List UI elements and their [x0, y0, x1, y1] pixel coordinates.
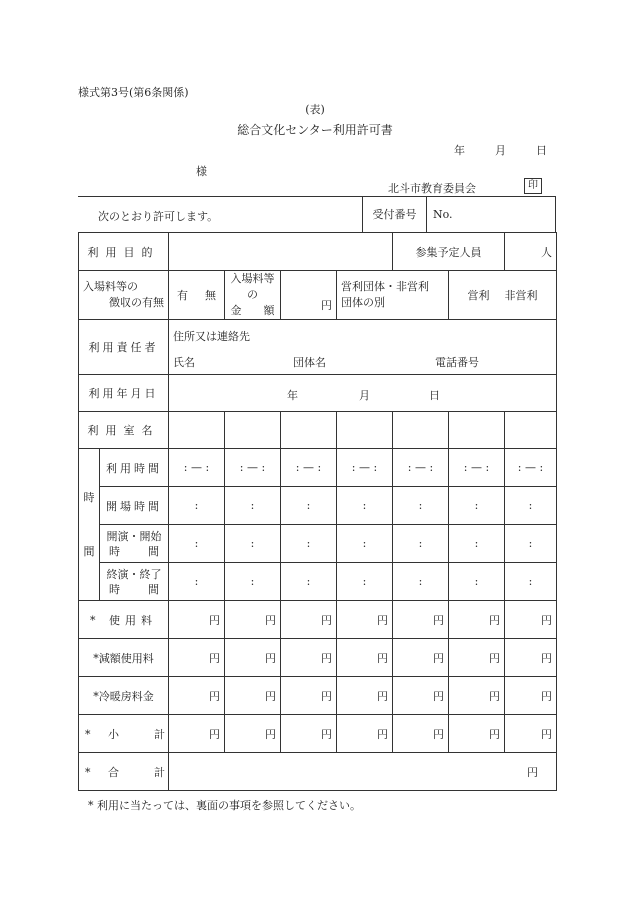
name-label: 氏名 [173, 356, 195, 369]
date-label: 利用年月日 [79, 375, 169, 412]
usage-fee-row [79, 601, 557, 639]
aircon-fee-cell[interactable]: 円 [449, 677, 505, 715]
use-time-cell[interactable]: : — : [169, 449, 225, 487]
aircon-fee-cell[interactable]: 円 [393, 677, 449, 715]
purpose-value[interactable] [169, 233, 393, 271]
open-time-cell[interactable]: : [281, 487, 337, 525]
open-time-label: 開場時間 [100, 487, 169, 525]
usage-fee-label: * 使用料 [79, 601, 169, 639]
responsible-value[interactable] [169, 320, 557, 375]
nonprofit-option[interactable]: 非営利 [504, 289, 538, 302]
use-time-cell[interactable]: : — : [281, 449, 337, 487]
permit-table [78, 232, 557, 791]
profit-type-choice[interactable] [449, 271, 557, 320]
reduced-fee-label: *減額使用料 [79, 639, 169, 677]
side-label: (表) [305, 103, 325, 116]
start-time-cell[interactable]: : [337, 525, 393, 563]
date-value[interactable] [169, 375, 557, 412]
time-group-1: 時 [83, 490, 95, 504]
end-time-label-2b: 間 [148, 582, 159, 596]
open-time-cell[interactable]: : [337, 487, 393, 525]
phone-label: 電話番号 [435, 356, 479, 369]
reduced-fee-cell[interactable]: 円 [449, 639, 505, 677]
receipt-number-box [362, 196, 556, 233]
use-time-cell[interactable]: : — : [337, 449, 393, 487]
aircon-fee-cell[interactable]: 円 [337, 677, 393, 715]
reduced-fee-cell[interactable]: 円 [505, 639, 557, 677]
fee-collect-choice[interactable] [169, 271, 225, 320]
use-time-label: 利用時間 [100, 449, 169, 487]
aircon-fee-label: *冷暖房料金 [79, 677, 169, 715]
start-time-cell[interactable]: : [281, 525, 337, 563]
aircon-fee-cell[interactable]: 円 [281, 677, 337, 715]
addressee-suffix: 様 [196, 165, 207, 178]
open-time-cell[interactable]: : [449, 487, 505, 525]
fee-amount-label-2b: 額 [263, 304, 275, 317]
receipt-number-label: 受付番号 [363, 197, 427, 233]
usage-fee-cell[interactable]: 円 [393, 601, 449, 639]
subtotal-cell[interactable]: 円 [225, 715, 281, 753]
end-time-label-1: 終演・終了 [106, 567, 162, 581]
usage-fee-cell[interactable]: 円 [449, 601, 505, 639]
profit-option[interactable]: 営利 [467, 289, 490, 302]
end-time-cell[interactable]: : [449, 563, 505, 601]
subtotal-cell[interactable]: 円 [449, 715, 505, 753]
use-time-cell[interactable]: : — : [393, 449, 449, 487]
fee-amount-label [225, 271, 281, 320]
end-time-cell[interactable]: : [169, 563, 225, 601]
start-time-row [79, 525, 557, 563]
subtotal-row [79, 715, 557, 753]
address-label: 住所又は連絡先 [173, 330, 250, 343]
reduced-fee-cell[interactable]: 円 [225, 639, 281, 677]
yes-option[interactable]: 有 [177, 289, 188, 302]
room-cell[interactable] [281, 412, 337, 449]
total-row [79, 753, 557, 791]
form-number: 様式第3号(第6条関係) [78, 86, 189, 99]
room-cell[interactable] [225, 412, 281, 449]
fee-amount-label-1: 入場料等の [230, 272, 275, 301]
date-month: 月 [359, 389, 370, 402]
room-label: 利用室名 [79, 412, 169, 449]
subtotal-label: * 小 計 [79, 715, 169, 753]
subtotal-cell[interactable]: 円 [169, 715, 225, 753]
responsible-label: 利用責任者 [79, 320, 169, 375]
usage-fee-cell[interactable]: 円 [169, 601, 225, 639]
subtotal-cell[interactable]: 円 [505, 715, 557, 753]
room-cell[interactable] [337, 412, 393, 449]
open-time-cell[interactable]: : [169, 487, 225, 525]
responsible-row [79, 320, 557, 375]
month-label: 月 [495, 144, 506, 157]
use-time-cell[interactable]: : — : [505, 449, 557, 487]
start-time-cell[interactable]: : [449, 525, 505, 563]
open-time-cell[interactable]: : [393, 487, 449, 525]
start-time-label-1: 開演・開始 [106, 529, 162, 543]
date-row [79, 375, 557, 412]
total-value[interactable]: 円 [169, 753, 557, 791]
org-label: 団体名 [293, 356, 326, 369]
open-time-cell[interactable]: : [225, 487, 281, 525]
date-year: 年 [287, 389, 298, 402]
permit-notice-box [78, 196, 556, 233]
fee-collect-label [79, 271, 169, 320]
room-cell[interactable] [169, 412, 225, 449]
end-time-label-2a: 時 [109, 582, 120, 596]
fee-collect-label-2: 徴収の有無 [109, 296, 164, 309]
use-time-cell[interactable]: : — : [449, 449, 505, 487]
aircon-fee-cell[interactable]: 円 [169, 677, 225, 715]
total-label: * 合 計 [79, 753, 169, 791]
attendees-label: 参集予定人員 [393, 233, 505, 271]
start-time-label [100, 525, 169, 563]
open-time-row [79, 487, 557, 525]
end-time-row [79, 563, 557, 601]
room-cell[interactable] [449, 412, 505, 449]
purpose-label: 利用目的 [79, 233, 169, 271]
no-option[interactable]: 無 [205, 289, 216, 302]
time-group-label [79, 449, 100, 601]
attendees-unit[interactable]: 人 [505, 233, 557, 271]
permit-note: 次のとおり許可します。 [98, 210, 219, 223]
fee-row [79, 271, 557, 320]
start-time-cell[interactable]: : [505, 525, 557, 563]
fee-amount-value[interactable]: 円 [281, 271, 337, 320]
use-time-row [79, 449, 557, 487]
reduced-fee-cell[interactable]: 円 [169, 639, 225, 677]
start-time-label-2a: 時 [109, 544, 120, 558]
aircon-fee-cell[interactable]: 円 [225, 677, 281, 715]
start-time-cell[interactable]: : [393, 525, 449, 563]
end-time-cell[interactable]: : [505, 563, 557, 601]
footnote: * 利用に当たっては、裏面の事項を参照してください。 [88, 799, 361, 812]
document-title: 総合文化センター利用許可書 [237, 123, 393, 137]
profit-type-label [337, 271, 449, 320]
end-time-cell[interactable]: : [393, 563, 449, 601]
usage-fee-cell[interactable]: 円 [225, 601, 281, 639]
reduced-fee-row [79, 639, 557, 677]
end-time-cell[interactable]: : [281, 563, 337, 601]
profit-type-label-2: 団体の別 [341, 296, 385, 309]
seal-mark: 印 [524, 178, 542, 194]
aircon-fee-row [79, 677, 557, 715]
purpose-row [79, 233, 557, 271]
receipt-number-value[interactable]: No. [433, 208, 453, 221]
fee-collect-label-1: 入場料等の [83, 280, 138, 293]
reduced-fee-cell[interactable]: 円 [393, 639, 449, 677]
usage-fee-cell[interactable]: 円 [505, 601, 557, 639]
reduced-fee-cell[interactable]: 円 [337, 639, 393, 677]
use-time-cell[interactable]: : — : [225, 449, 281, 487]
subtotal-cell[interactable]: 円 [393, 715, 449, 753]
open-time-cell[interactable]: : [505, 487, 557, 525]
end-time-label [100, 563, 169, 601]
time-group-2: 間 [83, 544, 95, 558]
room-cell[interactable] [505, 412, 557, 449]
usage-fee-cell[interactable]: 円 [281, 601, 337, 639]
year-label: 年 [454, 144, 465, 157]
start-time-label-2b: 間 [148, 544, 159, 558]
date-line [454, 142, 547, 158]
end-time-cell[interactable]: : [337, 563, 393, 601]
fee-amount-label-2a: 金 [230, 304, 242, 317]
end-time-cell[interactable]: : [225, 563, 281, 601]
day-label: 日 [536, 144, 547, 157]
start-time-cell[interactable]: : [225, 525, 281, 563]
usage-fee-cell[interactable]: 円 [337, 601, 393, 639]
start-time-cell[interactable]: : [169, 525, 225, 563]
reduced-fee-cell[interactable]: 円 [281, 639, 337, 677]
subtotal-cell[interactable]: 円 [281, 715, 337, 753]
room-cell[interactable] [393, 412, 449, 449]
issuer-name: 北斗市教育委員会 [388, 182, 476, 195]
profit-type-label-1: 営利団体・非営利 [341, 280, 429, 293]
date-day: 日 [429, 389, 440, 402]
subtotal-cell[interactable]: 円 [337, 715, 393, 753]
aircon-fee-cell[interactable]: 円 [505, 677, 557, 715]
room-row [79, 412, 557, 449]
